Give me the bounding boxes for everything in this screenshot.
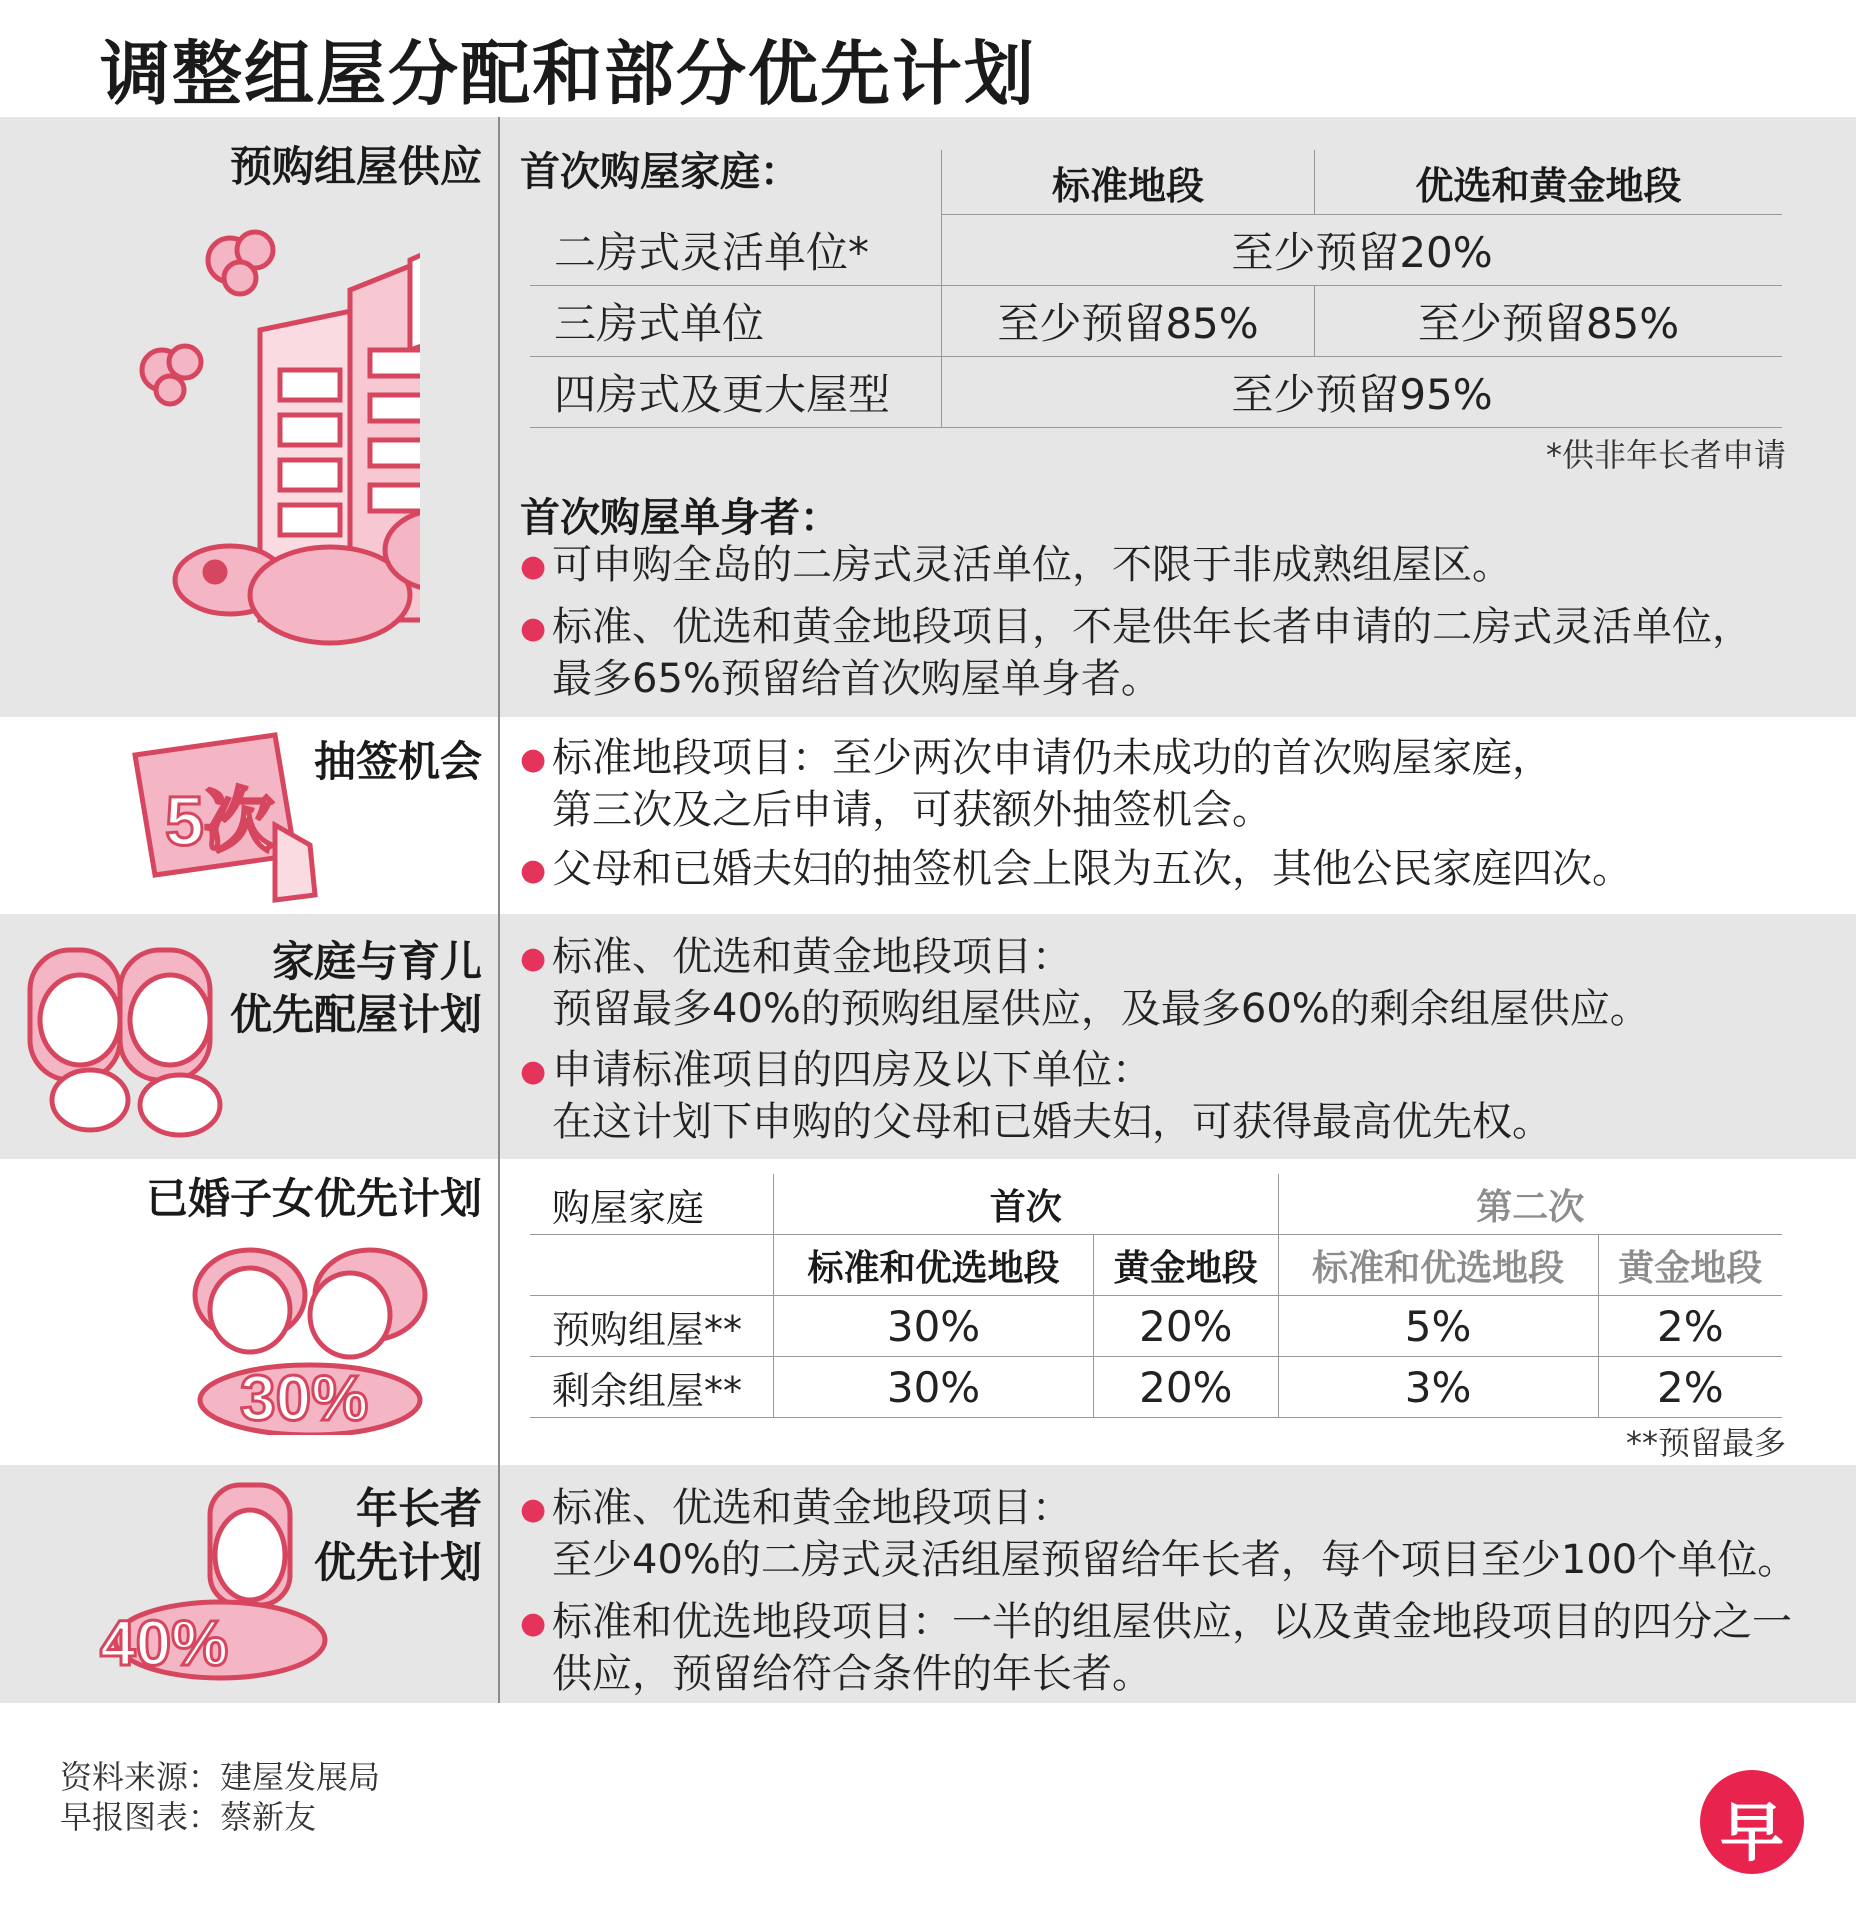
table-subheader-row	[530, 1235, 1782, 1296]
sub-standard-plus: 标准和优选地段	[774, 1235, 1094, 1296]
row-label: 二房式灵活单位*	[530, 215, 942, 286]
bullet-item: ● 申请标准项目的四房及以下单位： 在这计划下申购的父母和已婚夫妇，可获得最高优先权。	[520, 1047, 1552, 1145]
sub-standard-plus: 标准和优选地段	[1278, 1235, 1598, 1296]
section-title-family-line2: 优先配屋计划	[229, 990, 482, 1039]
footnote-reserve-max: **预留最多	[1625, 1424, 1786, 1462]
married-child-illustration	[180, 1235, 440, 1435]
table-header-row	[530, 150, 1782, 215]
cell-value: 至少预留20%	[942, 215, 1783, 286]
bullet-dot-icon: ●	[520, 1054, 547, 1089]
col-plus-prime: 优选和黄金地段	[1315, 150, 1783, 215]
cell-value: 2%	[1598, 1357, 1782, 1418]
page-title: 调整组屋分配和部分优先计划	[100, 33, 1036, 115]
bullet-dot-icon: ●	[520, 549, 547, 584]
bullet-dot-icon: ●	[520, 941, 547, 976]
bullet-item: ● 标准和优选地段项目：一半的组屋供应，以及黄金地段项目的四分之一 供应，预留给符合条件的年长者。	[520, 1599, 1792, 1697]
cell-value: 至少预留95%	[942, 357, 1783, 428]
cell-value: 5%	[1278, 1296, 1598, 1357]
bullet-item: ● 父母和已婚夫妇的抽签机会上限为五次，其他公民家庭四次。	[520, 844, 1632, 896]
column-divider	[498, 117, 500, 1703]
cell-value: 30%	[774, 1357, 1094, 1418]
section-title-senior: 年长者	[355, 1484, 482, 1533]
cell-value: 20%	[1094, 1296, 1279, 1357]
footnote-non-senior: *供非年长者申请	[1545, 436, 1786, 474]
col-family: 购屋家庭	[530, 1174, 774, 1235]
section-title-family: 家庭与育儿	[271, 937, 482, 986]
married-child-table	[530, 1174, 1782, 1418]
bullet-item: ● 标准、优选和黄金地段项目，不是供年长者申请的二房式灵活单位， 最多65%预留给首次购屋单身者。	[520, 604, 1752, 702]
table-row	[530, 1296, 1782, 1357]
bullet-item: ● 可申购全岛的二房式灵活单位，不限于非成熟组屋区。	[520, 540, 1512, 592]
section-title-presale: 预购组屋供应	[229, 142, 482, 191]
section-title-senior-line2: 优先计划	[313, 1538, 482, 1587]
source-credit: 资料来源：建屋发展局	[60, 1758, 381, 1796]
section-title-ballot: 抽签机会	[313, 737, 482, 786]
first-timer-family-heading: 首次购屋家庭：	[520, 149, 800, 195]
row-label: 三房式单位	[530, 286, 942, 357]
bullet-dot-icon: ●	[520, 1606, 547, 1641]
table-row	[530, 1357, 1782, 1418]
row-label: 四房式及更大屋型	[530, 357, 942, 428]
bullet-dot-icon: ●	[520, 611, 547, 646]
cell-value: 30%	[774, 1296, 1094, 1357]
family-illustration	[20, 940, 250, 1140]
sub-prime: 黄金地段	[1094, 1235, 1279, 1296]
table-row	[530, 357, 1782, 428]
bullet-item: ● 标准、优选和黄金地段项目： 至少40%的二房式灵活组屋预留给年长者，每个项目至少100个单位。	[520, 1485, 1798, 1583]
cell-value: 至少预留85%	[942, 286, 1315, 357]
hdb-building-illustration	[120, 200, 420, 670]
ballot-badge-text: 5次	[165, 782, 274, 860]
cell-value: 2%	[1598, 1296, 1782, 1357]
cell-value: 3%	[1278, 1357, 1598, 1418]
table-header-row	[530, 1174, 1782, 1235]
senior-badge-text: 40%	[100, 1607, 229, 1679]
senior-illustration	[60, 1475, 330, 1685]
graphic-credit: 早报图表：蔡新友	[60, 1798, 317, 1836]
row-label: 剩余组屋**	[530, 1357, 774, 1418]
bullet-item: ● 标准、优选和黄金地段项目： 预留最多40%的预购组屋供应，及最多60%的剩余组屋供应。	[520, 934, 1650, 1032]
bullet-item: ● 标准地段项目：至少两次申请仍未成功的首次购屋家庭， 第三次及之后申请，可获额外抽签机会。	[520, 735, 1552, 833]
presale-reserve-table	[530, 150, 1782, 428]
table-row	[530, 286, 1782, 357]
table-row	[530, 215, 1782, 286]
col-first-timer: 首次	[774, 1174, 1279, 1235]
bullet-dot-icon: ●	[520, 742, 547, 777]
ballot-chance-illustration	[125, 725, 325, 905]
bullet-dot-icon: ●	[520, 853, 547, 888]
col-second-timer: 第二次	[1278, 1174, 1782, 1235]
col-standard: 标准地段	[942, 150, 1315, 215]
section-title-married-child: 已婚子女优先计划	[145, 1174, 482, 1223]
first-timer-singles-heading: 首次购屋单身者：	[520, 495, 840, 541]
sub-prime: 黄金地段	[1598, 1235, 1782, 1296]
married-badge-text: 30%	[240, 1362, 369, 1434]
zaobao-logo: 早	[1700, 1770, 1804, 1874]
row-label: 预购组屋**	[530, 1296, 774, 1357]
cell-value: 20%	[1094, 1357, 1279, 1418]
bullet-dot-icon: ●	[520, 1492, 547, 1527]
cell-value: 至少预留85%	[1315, 286, 1783, 357]
